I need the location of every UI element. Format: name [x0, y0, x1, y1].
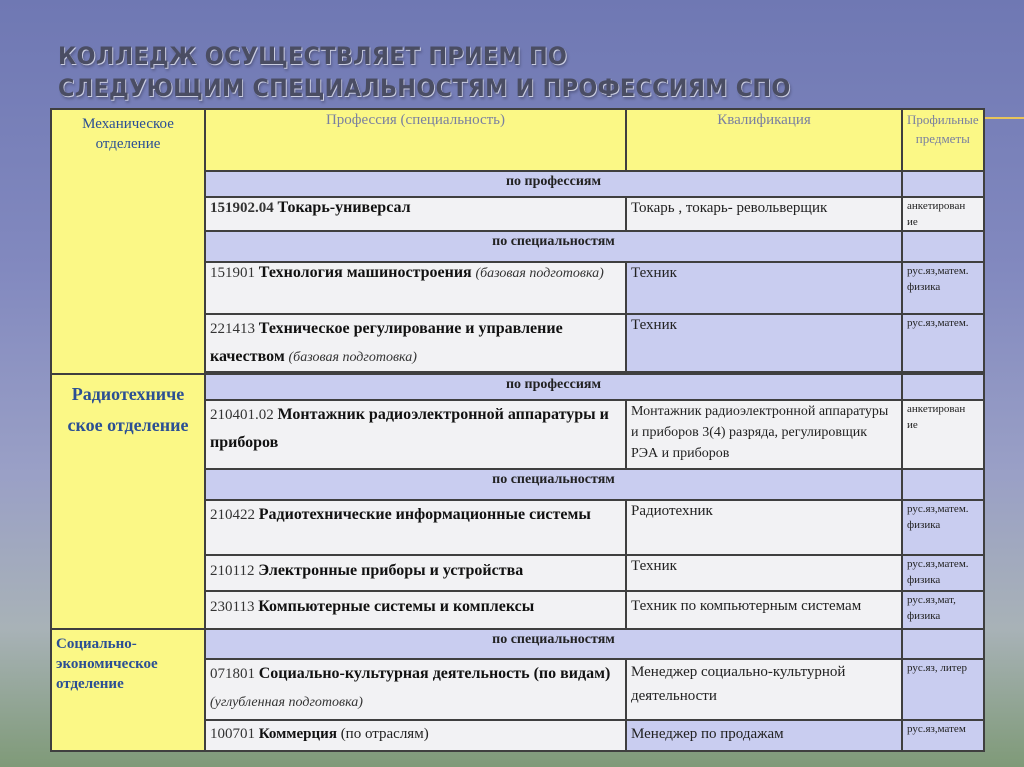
subjects-cell: рус.яз,матем. физика — [902, 555, 984, 591]
dept-social — [51, 629, 205, 751]
decorative-line — [983, 117, 1024, 119]
qualification-cell: Монтажник радиоэлектронной аппаратуры и приборов 3(4) разряда, регулировщик РЭА и приборов — [626, 400, 902, 469]
profession-cell: 210112 Электронные приборы и устройства — [205, 555, 626, 591]
title-line-2: СЛЕДУЮЩИМ СПЕЦИАЛЬНОСТЯМ И ПРОФЕССИЯМ СПО — [58, 74, 791, 102]
qualification-cell: Техник — [626, 314, 902, 372]
dept-radio — [51, 374, 205, 629]
qualification-cell: Менеджер по продажам — [626, 720, 902, 751]
dept-radio-label: Радиотехниче ское отделение — [67, 384, 189, 435]
qualification-cell: Техник по компьютерным системам — [626, 591, 902, 629]
qualification-cell: Радиотехник — [626, 500, 902, 555]
qualification-cell: Техник — [626, 262, 902, 314]
page-title — [58, 40, 895, 104]
section-by-professions: по профессиям — [205, 374, 902, 400]
table-header-row — [51, 109, 984, 171]
profession-cell: 210401.02 Монтажник радиоэлектронной аппаратуры и приборов — [205, 400, 626, 469]
subjects-cell: рус.яз,матем. физика — [902, 500, 984, 555]
profession-cell: 100701 Коммерция (по отраслям) — [205, 720, 626, 751]
profession-cell: 221413 Техническое регулирование и управление качеством (базовая подготовка) — [205, 314, 626, 372]
title-line-1: КОЛЛЕДЖ ОСУЩЕСТВЛЯЕТ ПРИЕМ ПО — [58, 42, 568, 70]
qualification-cell: Токарь , токарь- револьверщик — [626, 197, 902, 231]
profession-cell: 230113 Компьютерные системы и комплексы — [205, 591, 626, 629]
subjects-cell: анкетирован ие — [902, 400, 984, 469]
subjects-cell: анкетирован ие — [902, 197, 984, 231]
dept-mechanical — [51, 109, 205, 374]
section-by-professions: по профессиям — [205, 171, 902, 197]
dept-social-label: Социально-экономическое отделение — [56, 636, 158, 692]
subjects-cell: рус.яз,матем. — [902, 314, 984, 372]
subjects-cell: рус.яз,матем — [902, 720, 984, 751]
profession-cell: 151901 Технология машиностроения (базовая подготовка) — [205, 262, 626, 314]
section-by-specialties: по специальностям — [205, 469, 902, 500]
profession-cell: 071801 Социально-культурная деятельность (по видам) (углубленная подготовка) — [205, 659, 626, 720]
section-by-specialties: по специальностям — [205, 629, 902, 659]
qualification-cell: Техник — [626, 555, 902, 591]
subjects-cell: рус.яз, литер — [902, 659, 984, 720]
col-header-qualification: Квалификация — [626, 109, 902, 171]
subjects-cell: рус.яз,мат, физика — [902, 591, 984, 629]
section-row — [51, 374, 984, 400]
subjects-cell: рус.яз,матем. физика — [902, 262, 984, 314]
section-by-specialties: по специальностям — [205, 231, 902, 262]
qualification-cell: Менеджер социально-культурной деятельности — [626, 659, 902, 720]
profession-cell: 151902.04 Токарь-универсал — [205, 197, 626, 231]
dept-mechanical-label: Механическое отделение — [82, 116, 174, 152]
profession-cell: 210422 Радиотехнические информационные системы — [205, 500, 626, 555]
specialties-table — [50, 108, 985, 752]
col-header-subjects: Профильные предметы — [902, 109, 984, 171]
section-row — [51, 629, 984, 659]
col-header-profession: Профессия (специальность) — [205, 109, 626, 171]
